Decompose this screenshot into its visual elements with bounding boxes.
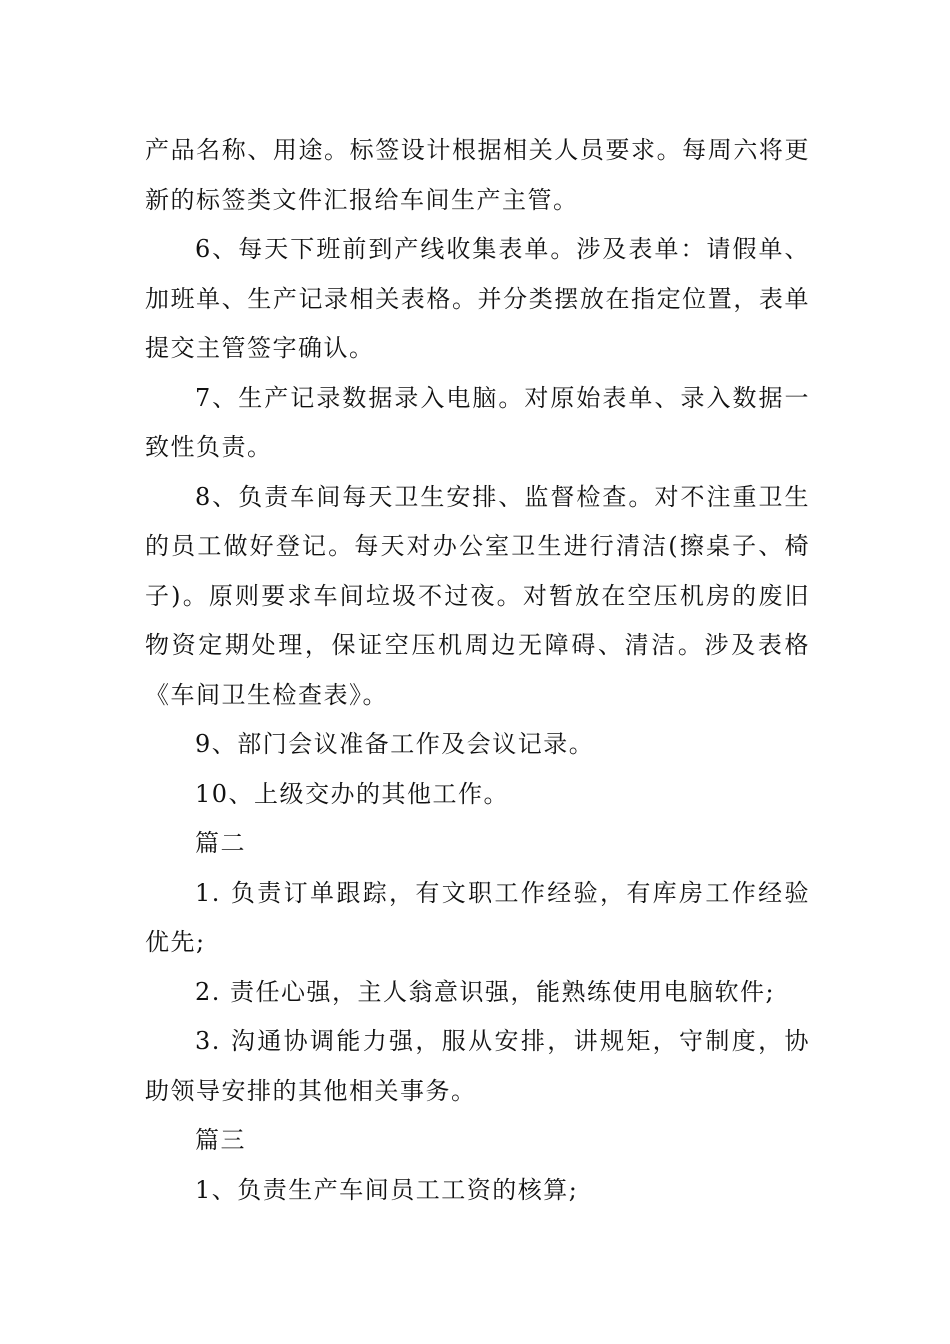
- paragraph-item-6: 6、每天下班前到产线收集表单。涉及表单：请假单、加班单、生产记录相关表格。并分类摆放在指定位置，表单提交主管签字确认。: [145, 235, 810, 362]
- paragraph-item-10: 10、上级交办的其他工作。: [195, 779, 510, 808]
- paragraph-item-7: 7、生产记录数据录入电脑。对原始表单、录入数据一致性负责。: [145, 383, 810, 461]
- section-heading-2: 篇二: [195, 829, 246, 857]
- paragraph-label-design: 产品名称、用途。标签设计根据相关人员要求。每周六将更新的标签类文件汇报给车间生产主管。: [145, 136, 810, 214]
- paragraph-item-9: 9、部门会议准备工作及会议记录。: [195, 730, 595, 758]
- document-body: [145, 126, 810, 1215]
- paragraph-sec2-item-2: 2. 责任心强，主人翁意识强，能熟练使用电脑软件;: [195, 977, 776, 1006]
- paragraph-sec2-item-1: 1. 负责订单跟踪，有文职工作经验，有库房工作经验优先;: [145, 878, 810, 956]
- section-heading-3: 篇三: [195, 1126, 246, 1154]
- paragraph-item-8: 8、负责车间每天卫生安排、监督检查。对不注重卫生的员工做好登记。每天对办公室卫生进行清洁(擦桌子、椅子)。原则要求车间垃圾不过夜。对暂放在空压机房的废旧物资定期处理，保证空压机周边无障碍、清洁。涉及表格《车间卫生检查表》。: [145, 482, 810, 709]
- paragraph-sec2-item-3: 3. 沟通协调能力强，服从安排，讲规矩，守制度，协助领导安排的其他相关事务。: [145, 1027, 810, 1105]
- paragraph-sec3-item-1: 1、负责生产车间员工工资的核算;: [195, 1175, 579, 1204]
